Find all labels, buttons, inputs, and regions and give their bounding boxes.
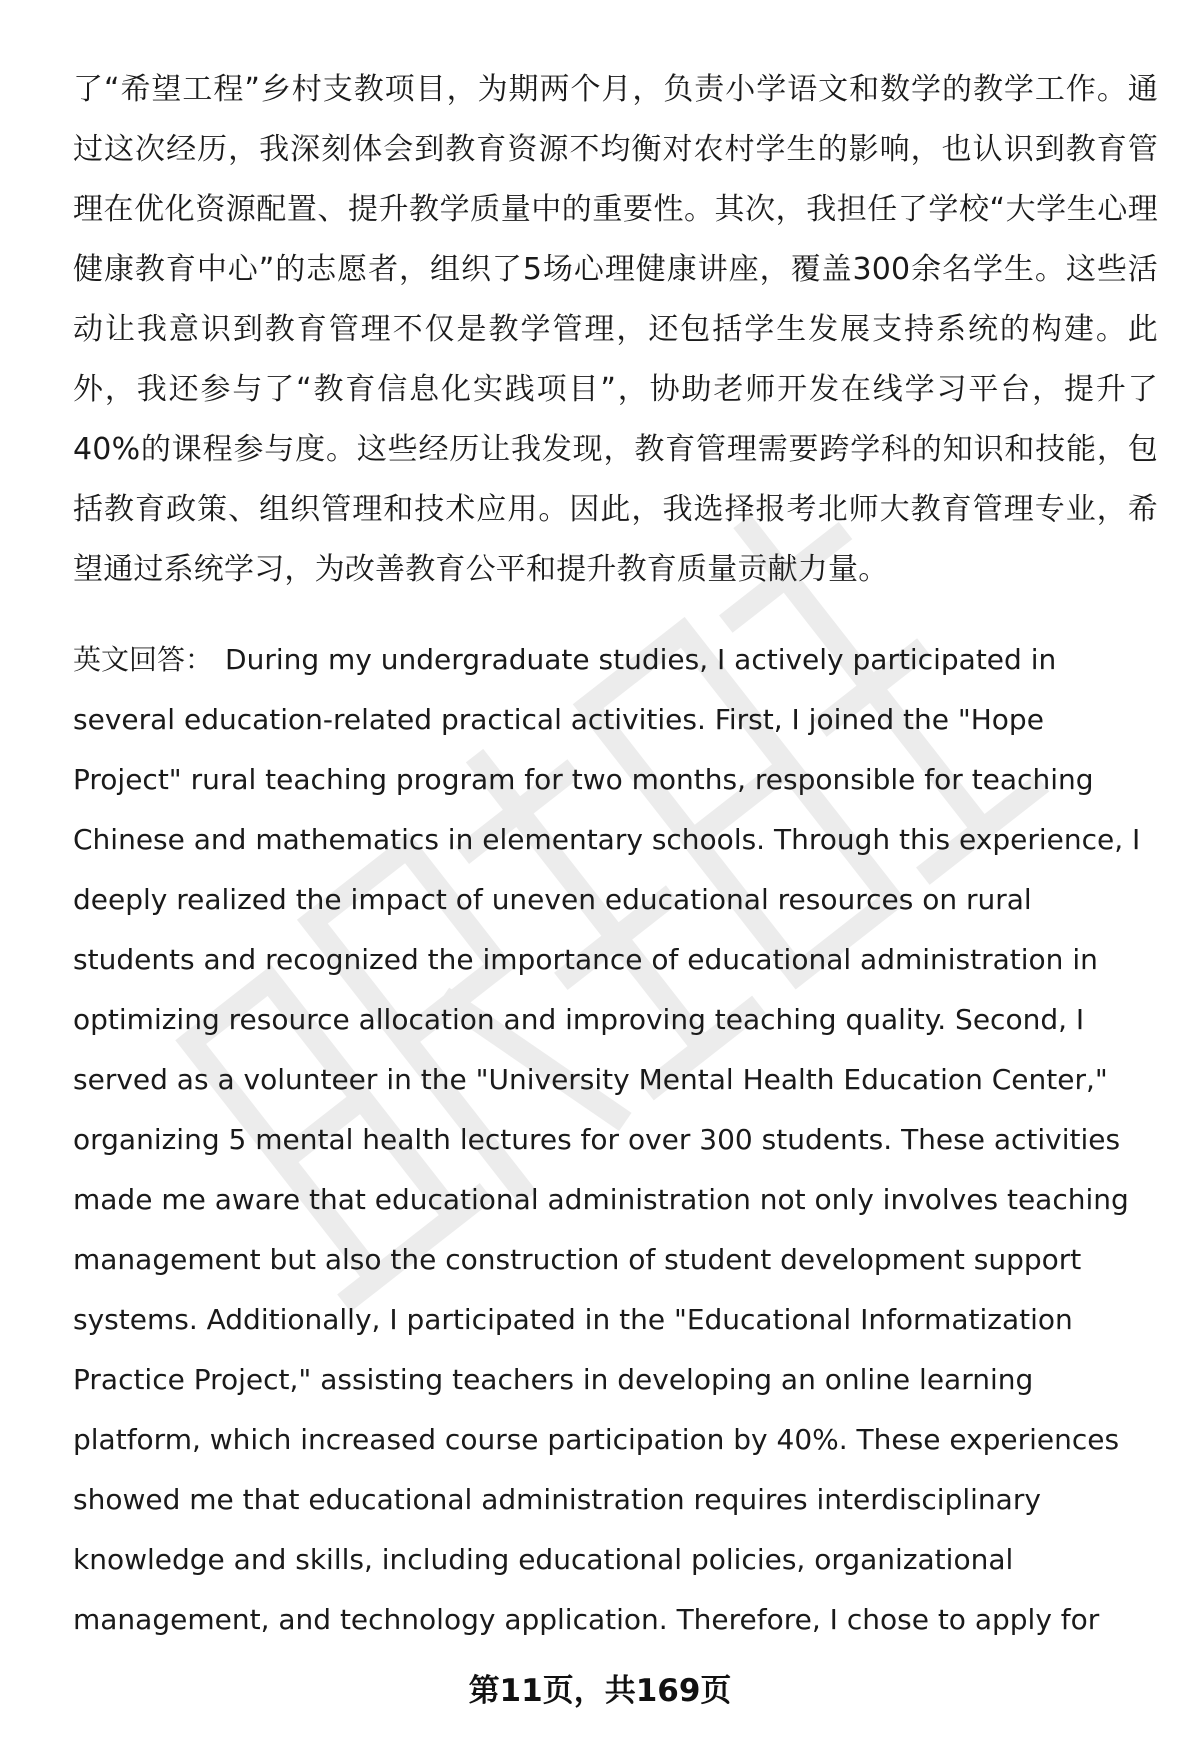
chinese-answer-paragraph: 了“希望工程”乡村支教项目，为期两个月，负责小学语文和数学的教学工作。通过这次经历，我深刻体会到教育资源不均衡对农村学生的影响，也认识到教育管理在优化资源配置、提升教学质量中的重要性。其次，我担任了学校“大学生心理健康教育中心”的志愿者，组织了5场心理健康讲座，覆盖300余名学生。这些活动让我意识到教育管理不仅是教学管理，还包括学生发展支持系统的构建。此外，我还参与了“教育信息化实践项目”，协助老师开发在线学习平台，提升了40%的课程参与度。这些经历让我发现，教育管理需要跨学科的知识和技能，包括教育政策、组织管理和技术应用。因此，我选择报考北师大教育管理专业，希望通过系统学习，为改善教育公平和提升教育质量贡献力量。 [73,72,1158,587]
english-answer-label: 英文回答： [73,643,214,676]
document-body [73,60,1158,1650]
english-answer-paragraph [73,630,1158,1650]
page-number-footer: 第11页，共169页 [468,1673,732,1709]
english-answer-text: During my undergraduate studies, I actively participated in several education-related practical activities. First, I joined the "Hope Project" rural teaching program for two months, responsible for teaching Chinese and mathematics in elementary schools. Through this experience, I deeply realized the impact of uneven educational resources on rural students and recognized the importance of educational administration in optimizing resource allocation and improving teaching quality. Second, I served as a volunteer in the "University Mental Health Education Center," organizing 5 mental health lectures for over 300 students. These activities made me aware that educational administration not only involves teaching management but also the construction of student development support systems. Additionally, I participated in the "Educational Informatization Practice Project," assisting teachers in developing an online learning platform, which increased course participation by 40%. These experiences showed me that educational administration requires interdisciplinary knowledge and skills, including educational policies, organizational management, and technology application. Therefore, I chose to apply for [73,643,1141,1636]
